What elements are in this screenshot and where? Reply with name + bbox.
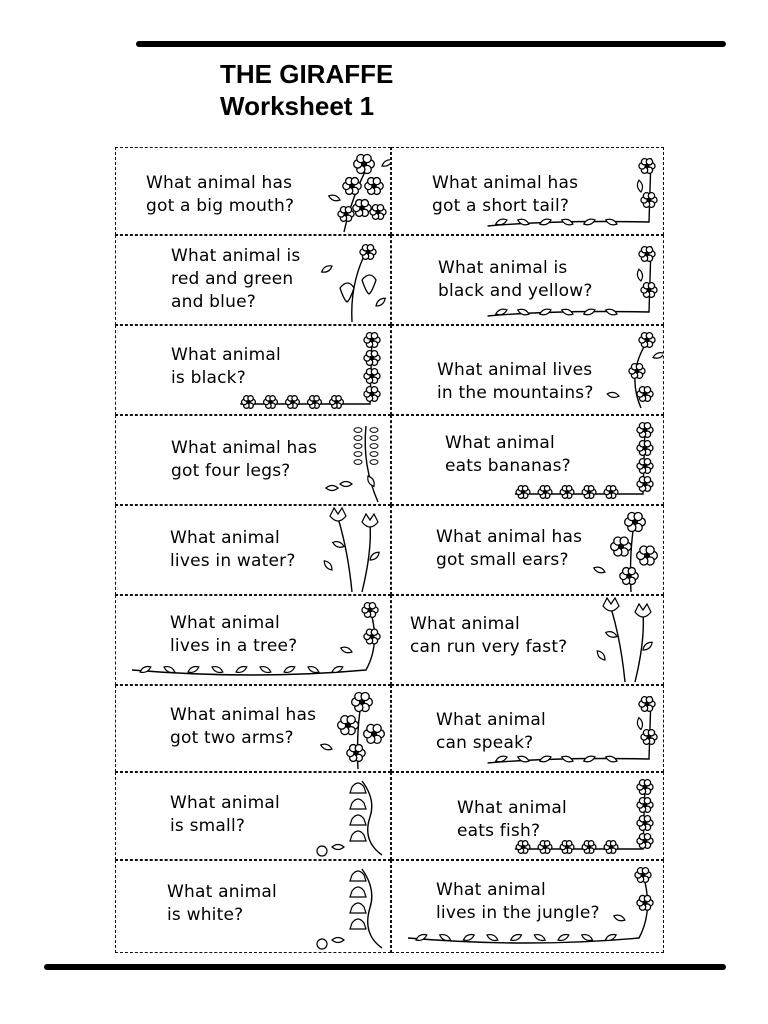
worksheet-title-block [220,58,393,122]
question-text: What animal is black and yellow? [438,258,593,301]
tulip-icon [116,506,391,595]
question-text: What animal is small? [170,793,280,836]
question-card [115,505,391,595]
question-card [115,595,391,685]
question-text: What animal lives in water? [170,528,296,571]
worksheet-subtitle: Worksheet 1 [220,91,375,121]
question-card-grid [115,147,664,953]
question-text: What animal is red and green and blue? [171,246,301,312]
question-card [115,235,391,325]
question-card [391,415,664,505]
question-card [391,772,664,860]
bottom-rule [44,964,726,970]
bellflower-icon [116,861,391,953]
question-card [391,595,664,685]
question-text: What animal has got a big mouth? [146,173,295,216]
question-card [391,505,664,595]
question-text: What animal has got four legs? [171,438,318,481]
question-card [115,147,391,235]
question-text: What animal lives in a tree? [170,613,298,656]
strawberry-icon [116,236,391,325]
flower-border-icon [392,686,664,772]
question-text: What animal eats bananas? [445,433,571,476]
top-rule [136,41,726,47]
question-card [391,325,664,415]
flower-corner-icon [392,773,664,860]
question-text: What animal has got two arms? [170,705,317,748]
question-text: What animal eats fish? [457,798,567,841]
question-text: What animal is white? [167,882,277,925]
flower-cluster-icon [116,148,391,235]
flower-border-icon [392,236,664,325]
question-card [115,325,391,415]
flower-border-icon [392,148,664,235]
flower-corner-icon [392,416,664,505]
question-text: What animal has got a short tail? [432,173,579,216]
leaf-vine-icon [392,861,664,953]
question-card [391,685,664,772]
daisy-icon [392,506,664,595]
wheat-stalk-icon [116,416,391,505]
question-text: What animal lives in the mountains? [437,360,594,403]
question-card [115,685,391,772]
flower-vine-icon [392,326,664,415]
bellflower-icon [116,773,391,860]
question-card [391,147,664,235]
question-card [115,860,391,953]
question-text: What animal can speak? [436,710,546,753]
tulip-icon [392,596,664,685]
daisy-icon [116,686,391,772]
question-card [115,415,391,505]
leaf-vine-icon [116,596,391,685]
question-text: What animal is black? [171,345,281,388]
question-text: What animal has got small ears? [436,527,583,570]
question-text: What animal can run very fast? [410,614,568,657]
worksheet-title: THE GIRAFFE [220,59,394,89]
question-text: What animal lives in the jungle? [436,880,600,923]
flower-corner-icon [116,326,391,415]
question-card [115,772,391,860]
question-card [391,235,664,325]
question-card [391,860,664,953]
